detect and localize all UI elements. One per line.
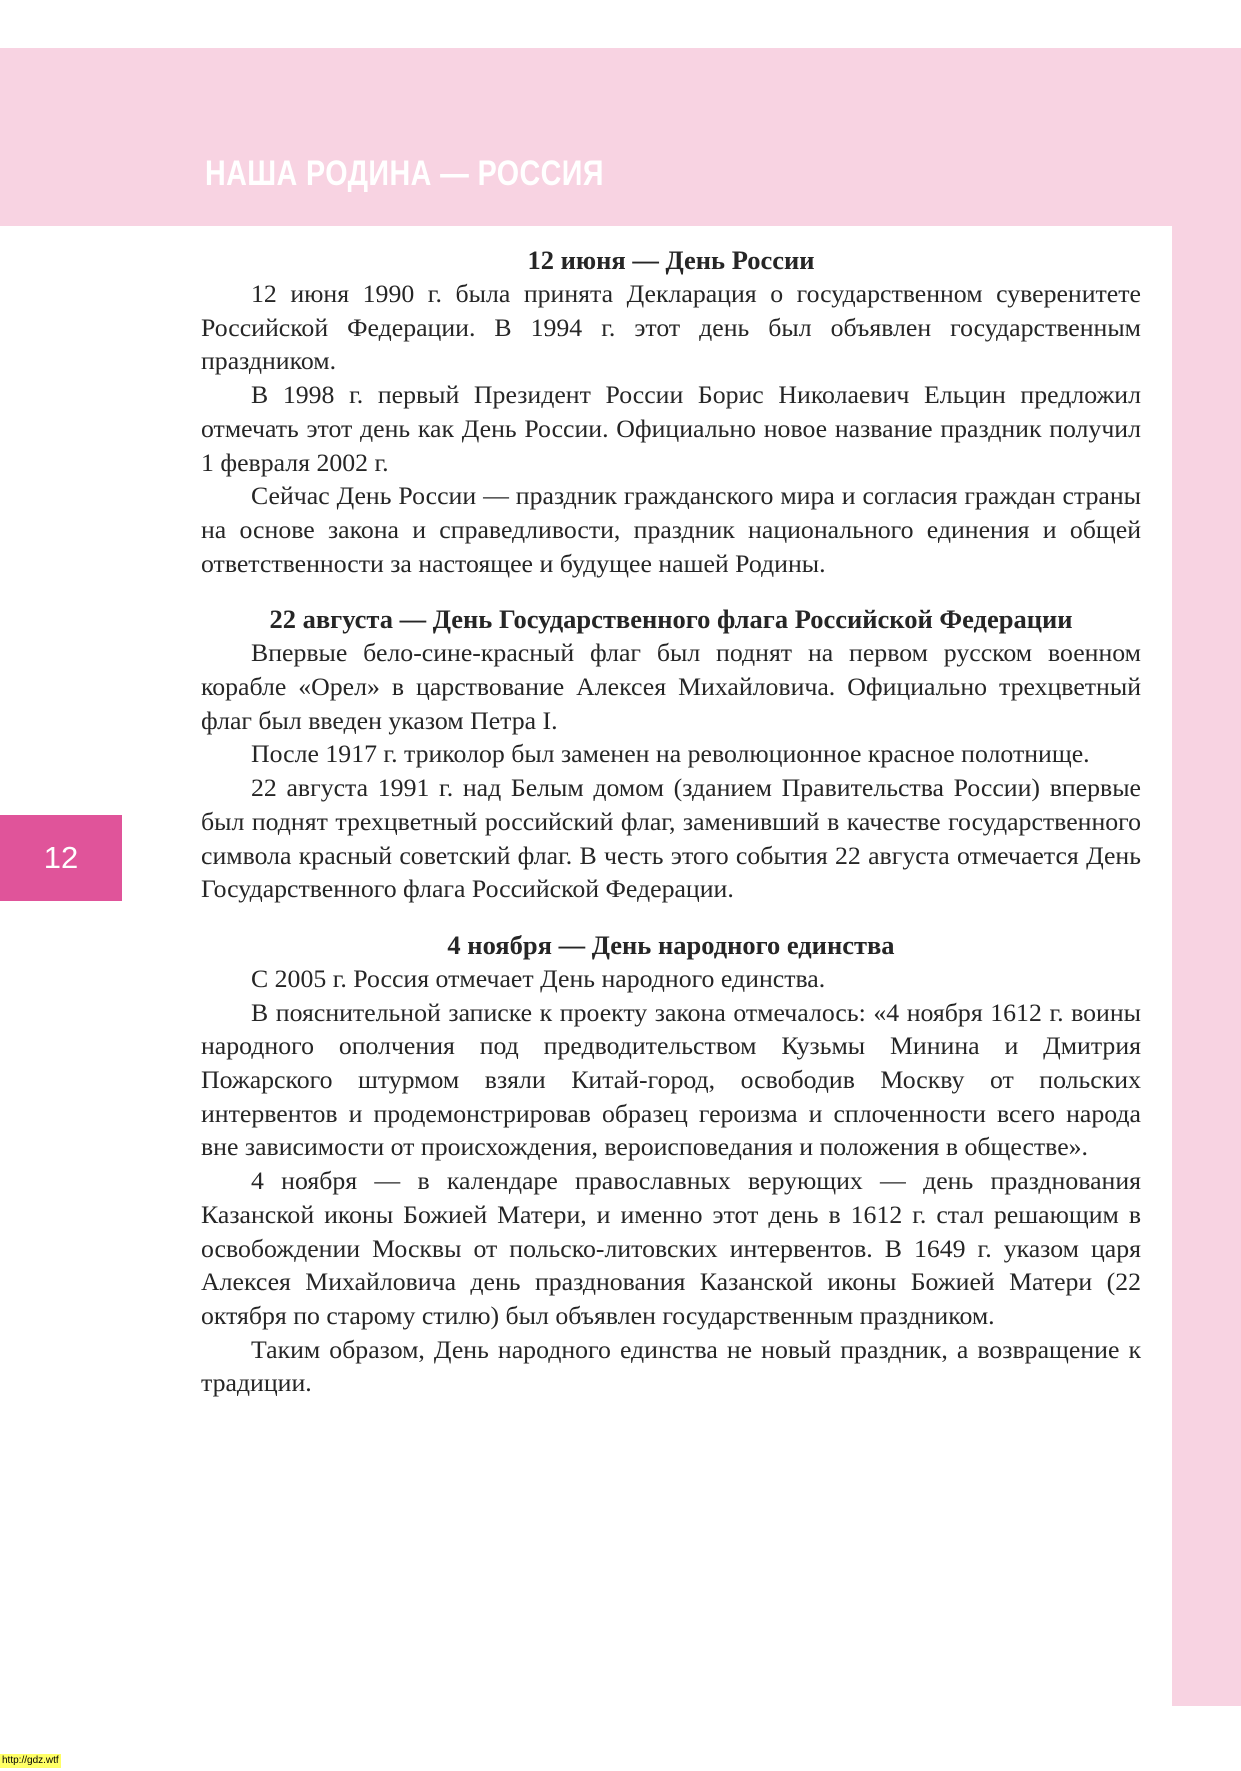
header-band — [0, 48, 1241, 226]
section-heading: 22 августа — День Государственного флага Российской Федерации — [269, 604, 1073, 635]
page-number: 12 — [43, 840, 79, 875]
page-number-tab — [0, 815, 122, 901]
paragraph: Сейчас День России — праздник гражданского мира и согласия граждан страны на основе закона и справедливости, праздник национального единения и общей ответственности за настоящее и будущее нашей Родины. — [201, 481, 1141, 578]
holiday-section-flag-day — [201, 602, 1141, 906]
section-heading: 4 ноября — День народного единства — [447, 929, 895, 960]
holiday-section-unity-day — [201, 928, 1141, 1400]
paragraph: После 1917 г. триколор был заменен на революционное красное полотнище. — [251, 739, 1090, 769]
right-margin-strip — [1172, 226, 1241, 1706]
paragraph: В пояснительной записке к проекту закона отмечалось: «4 ноября 1612 г. воины народного ополчения под предводительством Кузьмы Минина и Дмитрия Пожарского штурмом взяли Китай-город, освободив Москву от польских интервентов и продемонстрировав образец героизма и сплоченности всего народа вне зависимости от происхождения, вероисповедания и положения в обществе». — [201, 997, 1141, 1162]
paragraph: В 1998 г. первый Президент России Борис Николаевич Ельцин предложил отмечать этот день как День России. Официально новое название праздник получил 1 февраля 2002 г. — [201, 380, 1141, 477]
paragraph: 4 ноября — в календаре православных верующих — день празднования Казанской иконы Божией Матери, и именно этот день в 1612 г. стал решающим в освобождении Москвы от польско-литовских интервентов. В 1649 г. указом царя Алексея Михайловича день празднования Казанской иконы Божией Матери (22 октября по старому стилю) был объявлен государственным праздником. — [201, 1166, 1141, 1330]
paragraph: С 2005 г. Россия отмечает День народного единства. — [251, 963, 826, 993]
paragraph: 22 августа 1991 г. над Белым домом (зданием Правительства России) впервые был поднят трехцветный российский флаг, заменивший в качестве государственного символа красный советский флаг. В честь этого события 22 августа отмечается День Государственного флага Российской Федерации. — [201, 773, 1141, 904]
source-watermark: http://gdz.wtf — [2, 1755, 59, 1766]
paragraph: Впервые бело-сине-красный флаг был поднят на первом русском военном корабле «Орел» в царствование Алексея Михайловича. Официально трехцветный флаг был введен указом Петра I. — [201, 638, 1141, 735]
paragraph: Таким образом, День народного единства не новый праздник, а возвращение к традиции. — [201, 1334, 1141, 1398]
chapter-title: НАША РОДИНА — РОССИЯ — [205, 154, 604, 193]
holiday-section-russia-day — [201, 243, 1141, 580]
section-heading: 12 июня — День России — [527, 245, 815, 275]
article-body — [201, 243, 1141, 1422]
paragraph: 12 июня 1990 г. была принята Декларация о государственном суверенитете Российской Федерации. В 1994 г. этот день был объявлен государственным праздником. — [201, 279, 1141, 376]
